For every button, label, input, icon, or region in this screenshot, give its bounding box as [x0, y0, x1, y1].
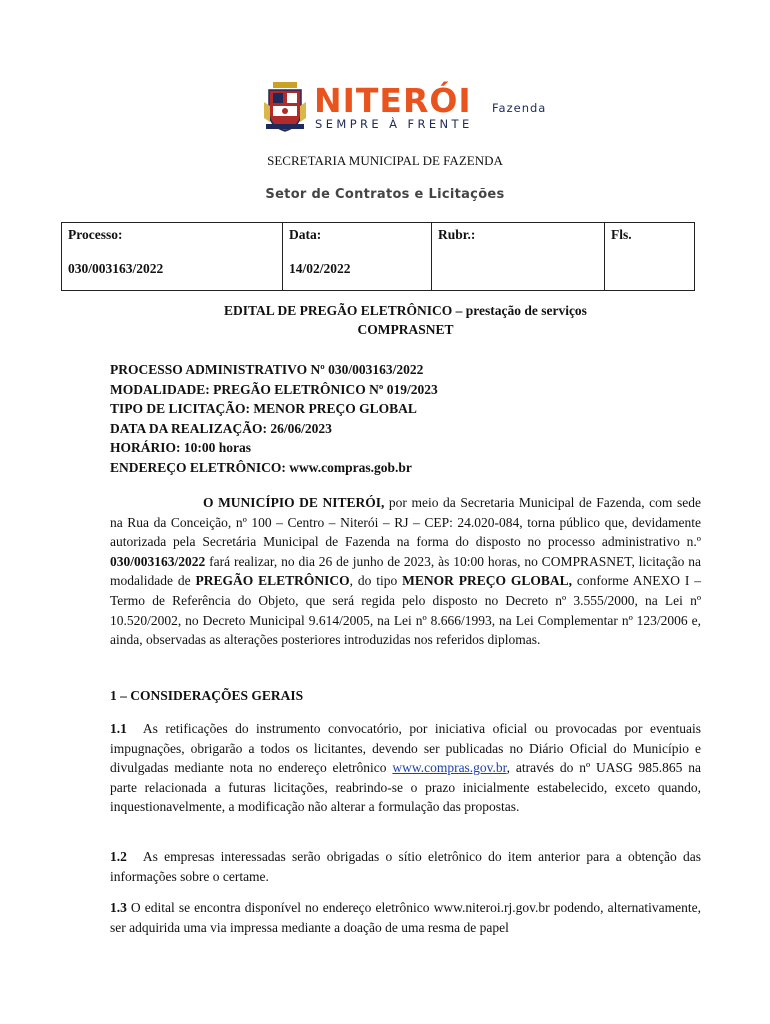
intro-text-3: , do tipo: [349, 573, 403, 589]
intro-text-1: por meio da Secretaria Municipal de Fazenda, com sede na Rua da Conceição, nº 100 – Centro – Niterói – RJ – CEP: 24.020-084, torna público que, devidamente autorizada pela Secretária Municipal de Fazenda na forma do disposto no processo administrativo n.º: [110, 495, 701, 550]
compras-link[interactable]: www.compras.gov.br: [392, 760, 507, 776]
brand-tagline: SEMPRE À FRENTE: [315, 117, 473, 131]
rubr-label: Rubr.:: [438, 227, 476, 242]
info-processo: PROCESSO ADMINISTRATIVO Nº 030/003163/2022: [110, 362, 424, 377]
paragraph-number: 1.1: [110, 721, 127, 736]
paragraph-number: 1.3: [110, 900, 127, 915]
intro-bold-processo: 030/003163/2022: [110, 553, 206, 569]
coat-of-arms-icon: [264, 82, 306, 132]
paragraph-text: As retificações do instrumento convocatório, por iniciativa oficial ou provocadas por eventuais impugnações, obrigarão a todos os licitantes, devendo ser publicadas no Diário Oficial do Município e divulgadas mediante nota no endereço eletrônico: [110, 721, 701, 776]
edital-subtitle: COMPRASNET: [357, 322, 454, 337]
setor-heading: Setor de Contratos e Licitações: [265, 187, 505, 202]
process-info: [110, 360, 438, 478]
intro-bold-municipio: O MUNICÍPIO DE NITERÓI,: [203, 495, 385, 510]
processo-cell: [62, 223, 283, 291]
process-table: [61, 222, 695, 291]
paragraph-text: As empresas interessadas serão obrigadas o sítio eletrônico do item anterior para a obtenção das informações sobre o certame.: [110, 849, 701, 884]
fls-label: Fls.: [611, 227, 632, 242]
intro-bold-tipo: MENOR PREÇO GLOBAL,: [402, 573, 573, 589]
fls-cell: [605, 223, 695, 291]
paragraph-1-1: [110, 719, 701, 817]
intro-text-4: conforme ANEXO I – Termo de Referência do Objeto, que será regida pelo disposto no Decreto nº 3.555/2000, na Lei nº 10.520/2002, no Decreto Municipal 9.614/2005, na Lei nº 8.666/1993, na Lei Complementar nº 123/2006 e, ainda, observadas as alterações posteriores introduzidas nos referidos diplomas.: [110, 573, 701, 648]
paragraph-1-2: [110, 847, 701, 886]
processo-label: Processo:: [68, 227, 123, 242]
rubr-cell: [432, 223, 605, 291]
info-modalidade: MODALIDADE: PREGÃO ELETRÔNICO Nº 019/2023: [110, 381, 438, 397]
brand-department: Fazenda: [492, 101, 547, 115]
data-value: 14/02/2022: [289, 261, 351, 276]
intro-text-2: fará realizar, no dia 26 de junho de 2023, às 10:00 horas, no COMPRASNET, licitação na modalidade de: [110, 553, 701, 589]
brand-name: NITERÓI: [314, 81, 472, 120]
data-cell: [283, 223, 432, 291]
info-data: DATA DA REALIZAÇÃO: 26/06/2023: [110, 420, 332, 436]
intro-bold-modalidade: PREGÃO ELETRÔNICO: [195, 573, 350, 589]
paragraph-text: , através do nº UASG 985.865 na parte relacionada a futuras licitações, reabrindo-se o prazo inicialmente estabelecido, exceto quando, inquestionavelmente, a modificação não alterar a formulação das propostas.: [110, 760, 701, 815]
paragraph-number: 1.2: [110, 849, 127, 864]
header-logo: [264, 82, 564, 132]
info-endereco: ENDEREÇO ELETRÔNICO: www.compras.gob.br: [110, 459, 412, 475]
processo-value: 030/003163/2022: [68, 261, 164, 276]
intro-paragraph: [110, 493, 701, 650]
secretaria-heading: SECRETARIA MUNICIPAL DE FAZENDA: [267, 153, 503, 168]
edital-title: EDITAL DE PREGÃO ELETRÔNICO – prestação de serviços: [224, 303, 587, 318]
paragraph-text: O edital se encontra disponível no endereço eletrônico www.niteroi.rj.gov.br podendo, alternativamente, ser adquirida uma via impressa mediante a doação de uma resma de papel: [110, 900, 701, 935]
info-horario: HORÁRIO: 10:00 horas: [110, 440, 251, 456]
info-tipo: TIPO DE LICITAÇÃO: MENOR PREÇO GLOBAL: [110, 401, 417, 417]
data-label: Data:: [289, 227, 322, 242]
section-heading-consideracoes: 1 – CONSIDERAÇÕES GERAIS: [110, 688, 304, 703]
paragraph-1-3: [110, 898, 701, 937]
